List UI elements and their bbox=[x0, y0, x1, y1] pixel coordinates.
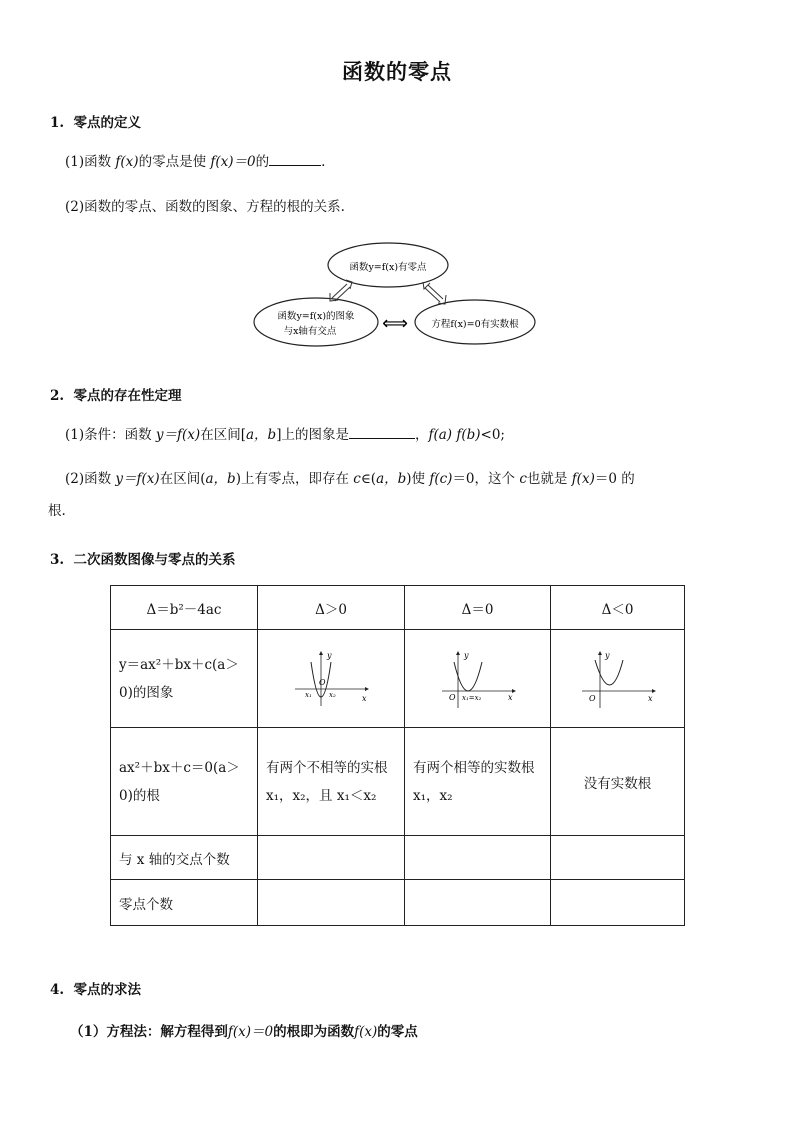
table-header-row bbox=[111, 586, 685, 630]
section-title: 零点的求法 bbox=[73, 982, 141, 998]
svg-text:x: x bbox=[362, 693, 367, 703]
table-row-label: ax²＋bx＋c＝0(a＞0)的根 bbox=[111, 728, 258, 836]
node-label: 与x轴有交点 bbox=[283, 326, 337, 337]
node-label: 方程f(x)=0有实数根 bbox=[431, 319, 519, 330]
parabola-one-root-graph bbox=[438, 648, 518, 710]
answer-blank[interactable] bbox=[269, 153, 321, 166]
theorem-item-1: (1)条件：函数 y＝f(x)在区间[a，b]上的图象是 ，f(a) f(b)<0; bbox=[65, 427, 505, 443]
svg-text:y: y bbox=[463, 650, 469, 660]
table-cell-empty[interactable] bbox=[551, 880, 685, 926]
theorem-item-2-continued: 根. bbox=[48, 503, 66, 519]
table-row-label: 零点个数 bbox=[111, 880, 258, 926]
section-4-heading bbox=[50, 978, 141, 998]
double-arrow-icon bbox=[330, 280, 352, 301]
table-cell: 有两个相等的实数根 x₁，x₂ bbox=[405, 728, 551, 836]
parabola-no-root-graph bbox=[578, 648, 658, 710]
section-number: 4. bbox=[50, 982, 65, 998]
theorem-item-2: (2)函数 y＝f(x)在区间(a，b)上有零点，即存在 c∈(a，b)使 f(c)＝0，这个 c也就是 f(x)＝0 的 bbox=[65, 471, 635, 487]
section-number: 1. bbox=[50, 115, 65, 131]
section-number: 2. bbox=[50, 388, 65, 404]
svg-text:x₁=x₂: x₁=x₂ bbox=[461, 693, 481, 702]
answer-blank[interactable] bbox=[349, 426, 415, 439]
svg-text:x₁: x₁ bbox=[305, 690, 312, 699]
svg-text:y: y bbox=[604, 650, 610, 660]
quadratic-zero-table bbox=[110, 585, 685, 926]
svg-text:O: O bbox=[448, 692, 456, 702]
graph-intersect-node bbox=[254, 298, 378, 346]
table-row bbox=[111, 630, 685, 728]
svg-text:x₂: x₂ bbox=[329, 690, 336, 699]
page-title: 函数的零点 bbox=[342, 59, 452, 84]
svg-text:O: O bbox=[319, 677, 326, 687]
section-title: 二次函数图像与零点的关系 bbox=[73, 552, 236, 568]
table-cell-empty[interactable] bbox=[551, 836, 685, 880]
section-title: 零点的存在性定理 bbox=[73, 388, 182, 404]
table-header-cell: Δ＜0 bbox=[551, 586, 685, 630]
graph-cell-negative bbox=[551, 630, 685, 728]
svg-text:x: x bbox=[507, 692, 513, 702]
table-row bbox=[111, 880, 685, 926]
section-2-heading bbox=[50, 384, 182, 404]
table-header-cell: Δ＝b²－4ac bbox=[111, 586, 258, 630]
svg-text:y: y bbox=[327, 650, 332, 660]
graph-cell-positive bbox=[258, 630, 405, 728]
table-header-cell: Δ＞0 bbox=[258, 586, 405, 630]
definition-item-2: (2)函数的零点、函数的图象、方程的根的关系. bbox=[65, 199, 345, 215]
svg-text:O: O bbox=[588, 693, 596, 703]
table-cell-empty[interactable] bbox=[405, 836, 551, 880]
section-1-heading bbox=[50, 111, 141, 131]
table-row bbox=[111, 728, 685, 836]
relationship-diagram bbox=[250, 238, 550, 350]
table-row-label: 与 x 轴的交点个数 bbox=[111, 836, 258, 880]
table-cell-empty[interactable] bbox=[258, 836, 405, 880]
method-item-1: （1）方程法：解方程得到f(x)＝0的根即为函数f(x)的零点 bbox=[70, 1024, 418, 1040]
section-number: 3. bbox=[50, 552, 65, 568]
table-cell: 有两个不相等的实根 x₁，x₂，且 x₁＜x₂ bbox=[258, 728, 405, 836]
node-label: 函数y=f(x)的图象 bbox=[277, 311, 355, 322]
parabola-two-roots-graph bbox=[291, 648, 371, 710]
table-cell-empty[interactable] bbox=[405, 880, 551, 926]
definition-item-1: (1)函数 f(x)的零点是使 f(x)＝0的 . bbox=[65, 154, 326, 170]
graph-cell-zero bbox=[405, 630, 551, 728]
table-row-label: y＝ax²＋bx＋c(a＞0)的图象 bbox=[111, 630, 258, 728]
section-title: 零点的定义 bbox=[73, 115, 141, 131]
double-arrow-icon bbox=[423, 282, 446, 304]
equivalence-arrow-icon: ⟺ bbox=[382, 313, 408, 334]
node-label: 函数y=f(x)有零点 bbox=[349, 262, 427, 273]
table-cell-empty[interactable] bbox=[258, 880, 405, 926]
table-cell: 没有实数根 bbox=[551, 728, 685, 836]
table-header-cell: Δ＝0 bbox=[405, 586, 551, 630]
table-row bbox=[111, 836, 685, 880]
svg-text:x: x bbox=[647, 693, 653, 703]
section-3-heading bbox=[50, 548, 236, 568]
